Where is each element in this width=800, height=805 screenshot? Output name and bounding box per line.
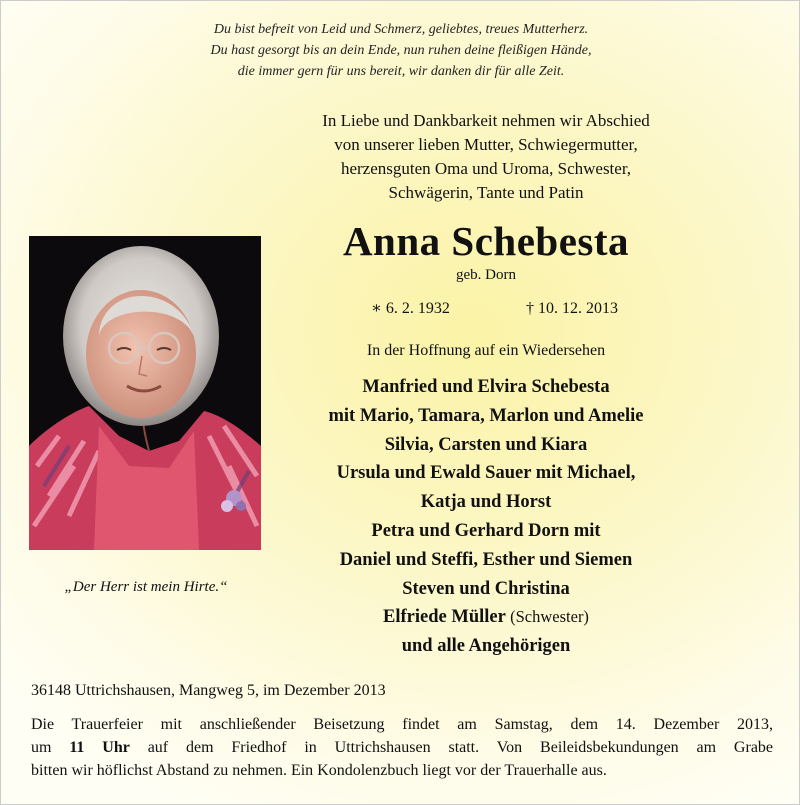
- mourner-line: Katja und Horst: [420, 492, 552, 513]
- sister-name: Elfriede Müller: [383, 607, 506, 628]
- psalm-quote: „Der Herr ist mein Hirte.“: [64, 579, 228, 595]
- funeral-text: um: [31, 739, 52, 756]
- mourner-line: Silvia, Carsten und Kiara: [384, 434, 588, 455]
- intro-line: Schwägerin, Tante und Patin: [388, 183, 584, 202]
- hope-line: In der Hoffnung auf ein Wiedersehen: [366, 342, 606, 359]
- poem-line: Du bist befreit von Leid und Schmerz, geliebtes, treues Mutterherz.: [213, 22, 589, 37]
- portrait-photo: [29, 236, 261, 550]
- funeral-line: Die Trauerfeier mit anschließender Beisetzung findet am Samstag, dem 14. Dezember 2013,: [31, 716, 773, 733]
- poem-line: die immer gern für uns bereit, wir danken dir für alle Zeit.: [237, 64, 565, 79]
- birth-date: ∗ 6. 2. 1932: [371, 300, 450, 317]
- mourner-line: Ursula und Ewald Sauer mit Michael,: [336, 463, 636, 484]
- intro-line: herzensguten Oma und Uroma, Schwester,: [340, 159, 632, 178]
- mourner-line: mit Mario, Tamara, Marlon und Amelie: [328, 405, 644, 426]
- mourner-line: Manfried und Elvira Schebesta: [362, 377, 610, 397]
- mourner-line-sister: [301, 603, 671, 632]
- mourner-closing: und alle Angehörigen: [401, 636, 571, 657]
- address-line: 36148 Uttrichshausen, Mangweg 5, im Dezember 2013: [31, 682, 386, 699]
- intro-line: In Liebe und Dankbarkeit nehmen wir Abschied: [322, 111, 650, 130]
- mourner-line: Steven und Christina: [402, 578, 570, 599]
- intro-line: von unserer lieben Mutter, Schwiegermutter,: [334, 135, 638, 154]
- poem-line: Du hast gesorgt bis an dein Ende, nun ruhen deine fleißigen Hände,: [210, 43, 592, 58]
- funeral-time: 11 Uhr: [69, 739, 130, 756]
- funeral-line: bitten wir höflichst Abstand zu nehmen. Ein Kondolenzbuch liegt vor der Trauerhalle aus.: [31, 762, 607, 779]
- funeral-details: [31, 713, 773, 782]
- mourner-line: Petra und Gerhard Dorn mit: [371, 520, 601, 541]
- portrait-illustration: [29, 236, 261, 550]
- deceased-name: Anna Schebesta: [342, 218, 630, 264]
- sister-note: (Schwester): [510, 607, 589, 627]
- mourners-list: [301, 373, 671, 661]
- memorial-poem: [1, 19, 800, 82]
- funeral-line: [31, 736, 773, 759]
- mourner-line: Daniel und Steffi, Esther und Siemen: [339, 549, 633, 570]
- farewell-intro: [301, 109, 671, 205]
- death-date: † 10. 12. 2013: [526, 300, 618, 317]
- birth-name: geb. Dorn: [456, 267, 516, 283]
- funeral-text: auf dem Friedhof in Uttrichshausen statt. Von Beileidsbekundungen am Grabe: [147, 739, 774, 756]
- life-dates: [301, 299, 671, 321]
